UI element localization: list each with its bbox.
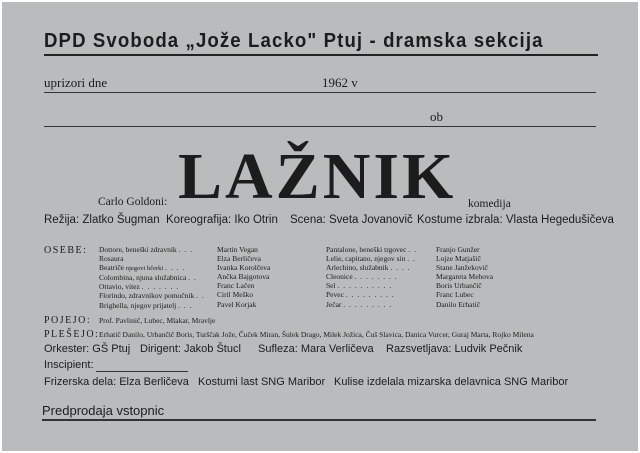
singers-names: Prof. Pavlinič, Lubec, Mlakar, Mravlje [99, 316, 216, 325]
cast-actor: Ciril Meško [217, 290, 254, 300]
singers-label: POJEJO: [44, 315, 92, 326]
time-label: ob [430, 109, 443, 124]
poster-sheet [2, 2, 638, 451]
cast-actor: Franc Lačen [217, 281, 255, 291]
inspicient-line [96, 371, 188, 372]
credit-name: Elza Berličeva [119, 376, 189, 388]
cast-role: Florindo, zdravnikov pomočnik . . [99, 291, 205, 301]
presale-line [42, 419, 596, 421]
date-label: uprizori dne [44, 75, 108, 90]
cast-actor: Franc Lubec [436, 290, 474, 300]
cast-role: Ottavio, vitez . . . . . . . [99, 282, 180, 292]
play-author: Carlo Goldoni: [98, 196, 168, 208]
credit-role: Razsvetljava: [386, 343, 452, 355]
cast-role: Rosaura [99, 254, 124, 264]
cast-actor: Stane Janžekovič [436, 263, 488, 273]
cast-actor: Ančka Bajgotova [217, 272, 270, 282]
credit-scenery [290, 214, 413, 226]
play-title: LAŽNIK [178, 140, 457, 213]
credit-role: Scena: [290, 214, 326, 226]
cast-role: Ječar . . . . . . . . . [326, 299, 393, 309]
credit-name: Zlatko Šugman [82, 214, 160, 226]
cast-left-actors [217, 245, 271, 309]
credit-role: Koreografija: [166, 214, 232, 226]
credit-hairdresser [44, 376, 189, 388]
inspicient-label: Inscipient: [44, 359, 94, 371]
credit-costumes-owner: Kostumi last SNG Maribor [198, 376, 326, 388]
credit-prompter [258, 343, 374, 355]
credit-name: Sveta Jovanovič [329, 214, 413, 226]
credit-name: Mara Verličeva [300, 343, 374, 355]
credit-lighting [386, 343, 522, 355]
play-genre: komedija [468, 198, 511, 210]
cast-role: Dottore, beneški zdravnik . . . [99, 245, 193, 254]
cast-role: Cleonice . . . . . . . . [326, 272, 398, 282]
cast-role: Pevec . . . . . . . . . [326, 290, 395, 300]
credit-name: Jakob Štucl [184, 343, 241, 355]
header-rule [44, 54, 598, 56]
cast-actor: Lojze Matjašič [436, 254, 481, 264]
credit-scenery-maker: Kulise izdelala mizarska delavnica SNG Maribor [334, 376, 569, 388]
dancers-names: Erhatič Danilo, Urbančič Boris, Turščak Jože, Čuček Miran, Šulek Drago, Milek Jožica, Čuš Slavica, Danica Vurcer, Guraj Marta, Rojko Milena [99, 330, 534, 339]
header-title: DPD Svoboda „Jože Lacko" Ptuj - dramska sekcija [44, 30, 544, 52]
credit-name: Iko Otrin [234, 214, 278, 226]
cast-role: Sel . . . . . . . . . . [326, 281, 393, 291]
cast-right-actors [436, 245, 493, 309]
credit-role: Kostume izbrala: [417, 214, 503, 226]
dancers-label: PLEŠEJO: [44, 329, 100, 340]
credit-role: Dirigent: [140, 343, 181, 355]
cast-right-roles [326, 245, 417, 309]
cast-label: OSEBE: [44, 245, 88, 256]
credit-role: Sufleza: [258, 343, 298, 355]
credit-name: GŠ Ptuj [92, 343, 131, 355]
cast-role: Lelie, capitano, njegov sin . . [326, 254, 416, 264]
credit-role: Orkester: [44, 343, 90, 355]
cast-actor: Ivanka Korolčeva [217, 263, 271, 273]
cast-role: Brighella, njegov prijatelj . . . [99, 300, 193, 310]
cast-actor: Boris Urbančič [436, 281, 482, 291]
cast-actor: Martin Vegan [217, 245, 258, 254]
year-label: 1962 v [322, 75, 358, 90]
cast-actor: Pavel Korjak [217, 299, 257, 309]
cast-actor: Elza Berličeva [217, 254, 261, 264]
cast-role: Beatriče njegovi hčerki . . . . [99, 263, 186, 273]
credit-name: Vlasta Hegedušičeva [505, 214, 614, 226]
time-line [44, 126, 596, 127]
credit-director [44, 214, 160, 226]
cast-role: Pantalone, beneški trgovec . . [326, 245, 417, 254]
cast-role: Colombina, njuna služabnica . . [99, 273, 197, 283]
presale-label: Predprodaja vstopnic [42, 403, 165, 418]
cast-actor: Franjo Gunžer [436, 245, 480, 254]
cast-left-roles [99, 245, 205, 310]
date-line [44, 92, 596, 93]
credit-role: Režija: [44, 214, 80, 226]
cast-role: Arlechino, služabnik . . . . [326, 263, 411, 273]
credit-costumes [417, 214, 614, 226]
cast-actor: Danilo Erhatič [436, 299, 480, 309]
credit-conductor [140, 343, 241, 355]
credit-name: Ludvik Pečnik [454, 343, 523, 355]
cast-actor: Margareta Mehova [436, 272, 494, 282]
credit-role: Frizerska dela: [44, 376, 117, 388]
credit-choreography [166, 214, 278, 226]
credit-orchestra [44, 343, 130, 355]
